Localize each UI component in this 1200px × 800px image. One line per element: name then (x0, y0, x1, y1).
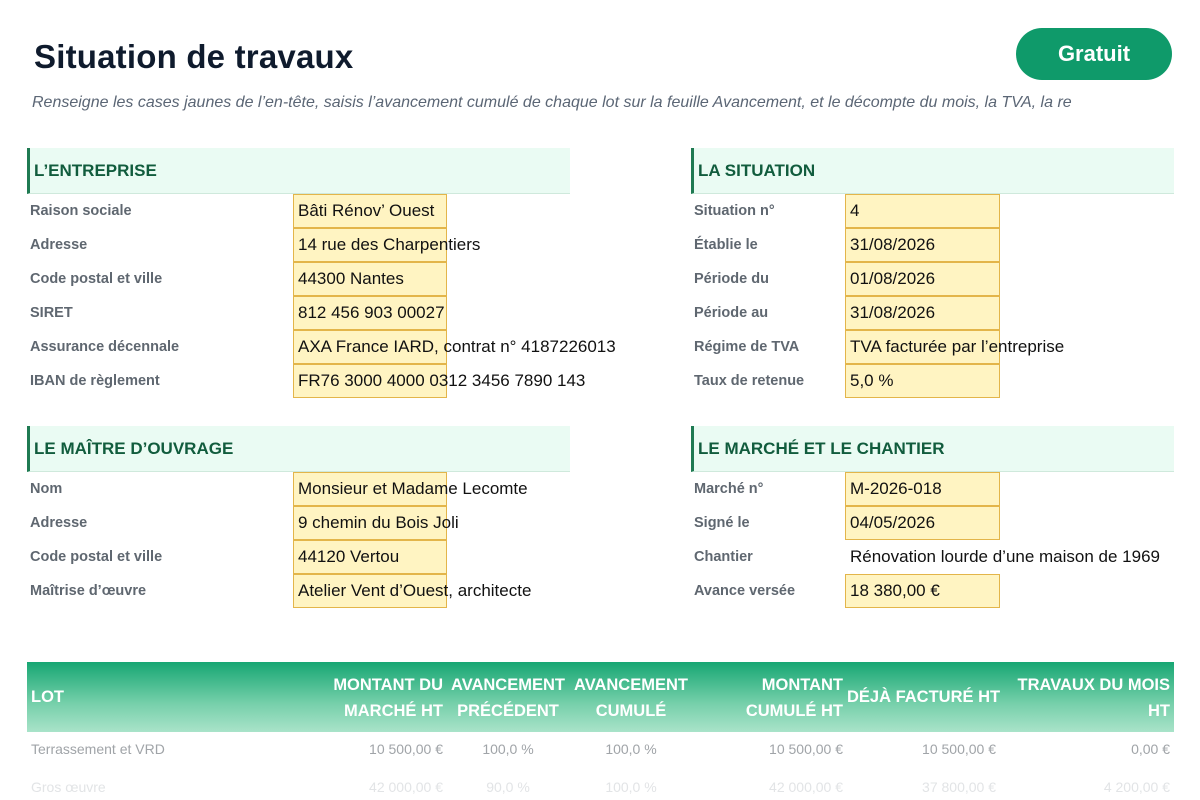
cell-travaux-mois: 4 200,00 € (1103, 779, 1170, 795)
field-row-regime-tva (691, 330, 1174, 364)
field-label: Code postal et ville (30, 549, 163, 565)
field-value[interactable]: AXA France IARD, contrat n° 4187226013 (298, 337, 616, 356)
instructions-subtitle: Renseigne les cases jaunes de l’en-tête, saisis l’avancement cumulé de chaque lot sur la feuille Avancement, et le décompte du mois, la TVA, la re (32, 94, 1072, 111)
field-label: SIRET (30, 305, 73, 321)
free-badge-button[interactable]: Gratuit (1016, 28, 1172, 80)
field-value[interactable]: 14 rue des Charpentiers (298, 235, 481, 254)
cell-avancement-precedent: 100,0 % (482, 741, 534, 757)
field-row-siret (27, 296, 570, 330)
field-row-maitrise-oeuvre (27, 574, 570, 608)
field-value[interactable]: Atelier Vent d’Ouest, architecte (298, 581, 532, 600)
field-label: Signé le (694, 515, 750, 531)
field-label: Période du (694, 271, 769, 287)
field-value[interactable]: 31/08/2026 (850, 235, 936, 254)
field-value[interactable]: 04/05/2026 (850, 513, 936, 532)
cell-avancement-precedent: 90,0 % (486, 779, 530, 795)
cell-montant-cumule: 10 500,00 € (769, 741, 843, 757)
cell-montant: 10 500,00 € (369, 741, 443, 757)
col-header-line: MARCHÉ HT (344, 702, 443, 720)
field-label: Situation n° (694, 203, 775, 219)
field-label: Nom (30, 481, 63, 497)
cell-avancement-cumule: 100,0 % (605, 741, 657, 757)
field-row-code-postal (27, 262, 570, 296)
col-header-line: TRAVAUX DU MOIS (1017, 676, 1170, 694)
field-label: Régime de TVA (694, 339, 800, 355)
field-value[interactable]: Monsieur et Madame Lecomte (298, 479, 528, 498)
field-value[interactable]: 01/08/2026 (850, 269, 936, 288)
field-label: Code postal et ville (30, 271, 163, 287)
field-row-raison-sociale (27, 194, 570, 228)
cell-montant: 42 000,00 € (369, 779, 443, 795)
field-value[interactable]: 812 456 903 00027 (298, 303, 445, 322)
field-row-assurance (27, 330, 616, 364)
field-value[interactable]: Rénovation lourde d’une maison de 1969 (850, 547, 1161, 566)
field-row-adresse (27, 228, 570, 262)
field-value[interactable]: 44120 Vertou (298, 547, 400, 566)
field-row-iban (27, 364, 586, 398)
col-header-montant-cumule (707, 672, 843, 724)
field-value[interactable]: 5,0 % (850, 371, 894, 390)
field-row-taux-retenue (691, 364, 1174, 398)
col-header-avancement-cumule (570, 672, 692, 724)
field-label: Taux de retenue (694, 373, 805, 389)
field-label: IBAN de règlement (30, 373, 160, 389)
field-row-etablie-le (691, 228, 1174, 262)
field-row-avance-versee (691, 574, 1174, 608)
col-header-line: AVANCEMENT (451, 676, 565, 694)
cell-avancement-cumule: 100,0 % (605, 779, 657, 795)
field-row-code-postal-mo (27, 540, 570, 574)
field-value[interactable]: 44300 Nantes (298, 269, 404, 288)
page-title: Situation de travaux (34, 38, 354, 75)
section-maitre-ouvrage (27, 426, 570, 608)
cell-travaux-mois: 0,00 € (1131, 741, 1170, 757)
field-value[interactable]: FR76 3000 4000 0312 3456 7890 143 (298, 371, 586, 390)
col-header-travaux-mois (1002, 672, 1170, 724)
col-header-lot: LOT (31, 688, 64, 706)
field-label: Période au (694, 305, 769, 321)
section-heading-maitre-ouvrage: LE MAÎTRE D’OUVRAGE (27, 426, 570, 472)
col-header-line: HT (1148, 702, 1170, 720)
cell-montant-cumule: 42 000,00 € (769, 779, 843, 795)
field-label: Assurance décennale (30, 339, 180, 355)
field-row-chantier (691, 540, 1174, 574)
field-row-situation-numero (691, 194, 1174, 228)
field-label: Adresse (30, 237, 88, 253)
col-header-line: CUMULÉ HT (745, 702, 843, 720)
cell-lot: Terrassement et VRD (31, 741, 165, 757)
col-header-line: MONTANT (761, 676, 843, 694)
field-label: Marché n° (694, 481, 764, 497)
field-value[interactable]: M-2026-018 (850, 479, 942, 498)
field-label: Avance versée (694, 583, 796, 599)
col-header-line: PRÉCÉDENT (457, 702, 559, 720)
field-value[interactable]: 31/08/2026 (850, 303, 936, 322)
field-value[interactable]: 9 chemin du Bois Joli (298, 513, 459, 532)
field-label: Maîtrise d’œuvre (30, 583, 147, 599)
field-row-nom (27, 472, 570, 506)
col-header-deja-facture: DÉJÀ FACTURÉ HT (847, 688, 1001, 706)
section-heading-entreprise: L’ENTREPRISE (27, 148, 570, 194)
col-header-montant-marche (307, 672, 443, 724)
lots-table-header (27, 662, 1174, 732)
section-marche-chantier (691, 426, 1174, 608)
section-heading-situation: LA SITUATION (691, 148, 1174, 194)
cell-deja-facture: 37 800,00 € (922, 779, 996, 795)
field-row-periode-du (691, 262, 1174, 296)
cell-deja-facture: 10 500,00 € (922, 741, 996, 757)
col-header-line: MONTANT DU (333, 676, 443, 694)
section-situation (691, 148, 1174, 398)
field-row-signe-le (691, 506, 1174, 540)
cell-lot: Gros œuvre (31, 779, 106, 795)
col-header-avancement-precedent (447, 672, 569, 724)
field-row-marche-numero (691, 472, 1174, 506)
field-label: Raison sociale (30, 203, 132, 219)
field-label: Chantier (694, 549, 753, 565)
field-value[interactable]: 4 (850, 201, 860, 220)
field-row-periode-au (691, 296, 1174, 330)
field-label: Établie le (694, 237, 758, 253)
field-value[interactable]: TVA facturée par l’entreprise (850, 337, 1065, 356)
field-label: Adresse (30, 515, 88, 531)
col-header-line: AVANCEMENT (574, 676, 688, 694)
field-value[interactable]: Bâti Rénov’ Ouest (298, 201, 435, 220)
col-header-line: CUMULÉ (595, 702, 667, 720)
field-row-adresse-mo (27, 506, 570, 540)
field-value[interactable]: 18 380,00 € (850, 581, 940, 600)
section-entreprise (27, 148, 616, 398)
input-cell[interactable] (845, 194, 1000, 228)
section-heading-marche-chantier: LE MARCHÉ ET LE CHANTIER (691, 426, 1174, 472)
